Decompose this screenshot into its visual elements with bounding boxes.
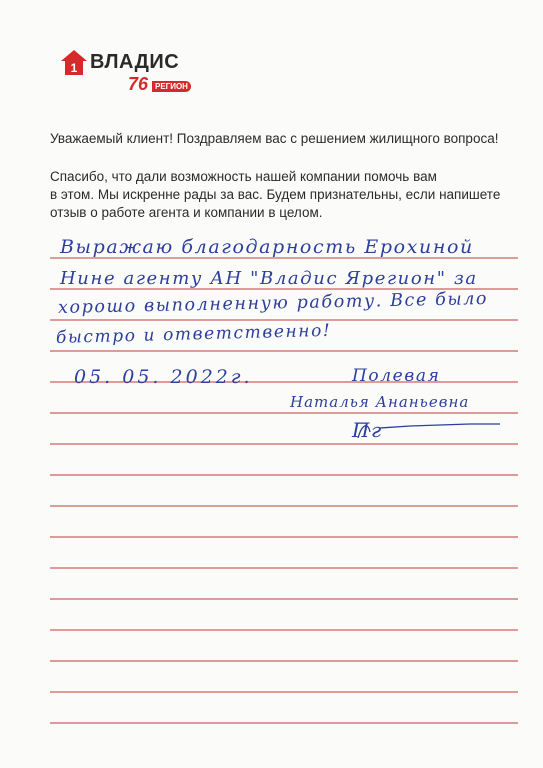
handwritten-line-3: хорошо выполненную работу. Все было	[57, 288, 489, 318]
thanks-line-1: Спасибо, что дали возможность нашей компании помочь вам	[50, 169, 437, 184]
greeting-text: Уважаемый клиент! Поздравляем вас с решением жилищного вопроса!	[50, 131, 499, 146]
signature-stroke	[350, 416, 510, 446]
house-digit: 1	[70, 61, 78, 75]
thanks-line-3: отзыв о работе агента и компании в целом.	[50, 205, 323, 220]
handwritten-surname: Полевая	[352, 366, 441, 386]
region-label: РЕГИОН	[152, 81, 191, 92]
handwritten-line-1: Выражаю благодарность Ерохиной	[60, 236, 474, 258]
handwritten-line-2: Нине агенту АН "Владис Ярегион" за	[60, 268, 478, 289]
thanks-line-2: в этом. Мы искренне рады за вас. Будем признательны, если напишете	[50, 187, 501, 202]
handwritten-date: 05. 05. 2022г.	[74, 366, 253, 388]
handwritten-signature-text: Пг	[352, 418, 383, 442]
handwritten-name: Наталья Ананьевна	[290, 393, 470, 411]
brand-name: ВЛАДИС	[90, 51, 180, 73]
handwritten-line-4: быстро и ответственно!	[55, 320, 332, 348]
region-number: 76	[128, 74, 149, 94]
